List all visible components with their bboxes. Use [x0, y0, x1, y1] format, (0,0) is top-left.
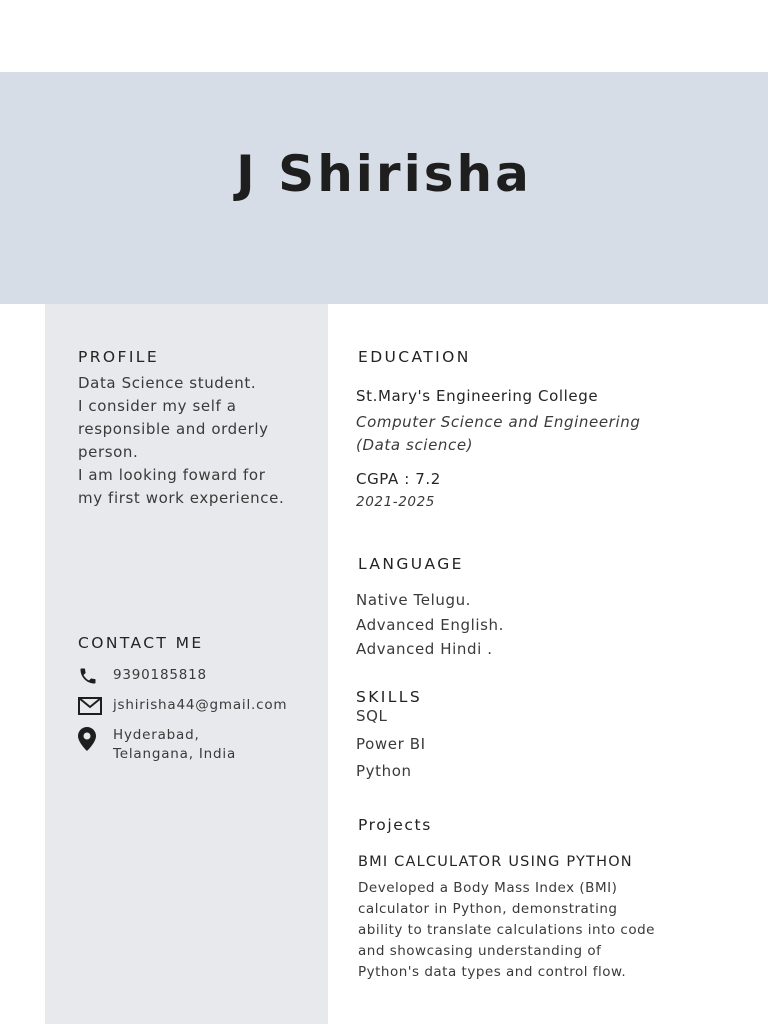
projects-heading: Projects [358, 816, 432, 834]
location-line: Telangana, India [113, 746, 237, 762]
map-pin-icon [78, 726, 106, 752]
project-description-line: Python's data types and control flow. [358, 964, 627, 980]
candidate-name: J Shirisha [236, 145, 532, 203]
skill-item: Power BI [356, 734, 426, 753]
skills-list [356, 703, 426, 786]
contact-heading: CONTACT ME [78, 634, 204, 652]
profile-line: my first work experience. [78, 489, 285, 507]
education-years: 2021-2025 [356, 494, 435, 510]
degree-line: Computer Science and Engineering [356, 413, 641, 431]
skill-item: Python [356, 762, 412, 780]
education-heading: EDUCATION [358, 348, 471, 366]
language-item: Advanced Hindi . [356, 640, 493, 658]
project-description-line: and showcasing understanding of [358, 943, 602, 959]
profile-text [78, 372, 284, 510]
envelope-icon [78, 696, 106, 716]
phone-number[interactable]: 9390185818 [113, 667, 207, 683]
project-description-line: calculator in Python, demonstrating [358, 901, 618, 917]
project-description-line: ability to translate calculations into code [358, 922, 655, 938]
profile-line: I consider my self a [78, 397, 237, 415]
skill-item: SQL [356, 707, 388, 725]
profile-heading: PROFILE [78, 348, 160, 366]
location [113, 726, 236, 764]
project-description [358, 878, 655, 983]
profile-line: person. [78, 443, 139, 461]
profile-line: Data Science student. [78, 374, 257, 392]
cgpa: CGPA : 7.2 [356, 470, 441, 488]
degree-line: (Data science) [356, 436, 474, 454]
language-list [356, 588, 504, 662]
college-name: St.Mary's Engineering College [356, 387, 599, 405]
location-line: Hyderabad, [113, 727, 200, 743]
project-description-line: Developed a Body Mass Index (BMI) [358, 880, 618, 896]
contact-email [78, 696, 287, 716]
profile-line: I am looking foward for [78, 466, 266, 484]
phone-icon [78, 666, 106, 686]
contact-phone [78, 666, 207, 686]
language-heading: LANGUAGE [358, 555, 464, 573]
language-item: Advanced English. [356, 615, 504, 634]
profile-line: responsible and orderly [78, 420, 269, 438]
project-title: BMI CALCULATOR USING PYTHON [358, 854, 633, 870]
email-address[interactable]: jshirisha44@gmail.com [113, 697, 288, 713]
degree [356, 411, 640, 457]
language-item: Native Telugu. [356, 591, 472, 609]
contact-location [78, 726, 236, 764]
skills-heading: SKILLS [356, 688, 423, 706]
